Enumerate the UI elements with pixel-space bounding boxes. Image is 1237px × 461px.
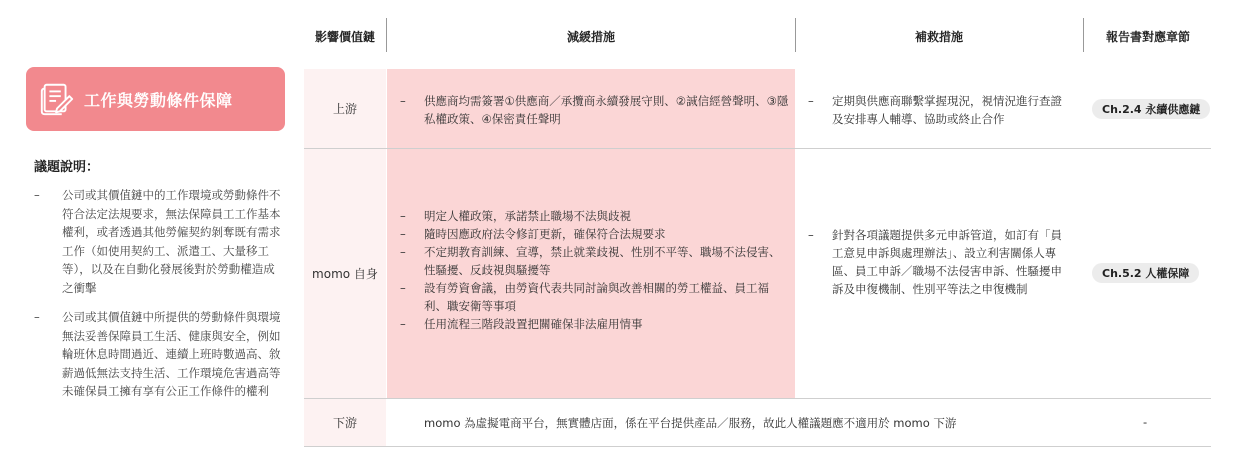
stage-downstream: 下游 xyxy=(332,416,357,430)
remedy-list-upstream xyxy=(808,92,1068,128)
mitigation-item: – 設有勞資會議，由勞資代表共同討論與改善相關的勞工權益、員工福利、職安衛等事項 xyxy=(400,281,769,313)
topic-card xyxy=(26,67,285,131)
chapter-badge-self: Ch.5.2 人權保障 xyxy=(1092,263,1199,283)
mitigation-list-upstream xyxy=(400,92,790,128)
downstream-statement: momo 為虛擬電商平台，無實體店面，係在平台提供產品／服務，故此人權議題應不適用於 momo 下游 xyxy=(424,416,957,430)
row-divider xyxy=(304,148,1211,149)
chapter-badge-upstream: Ch.2.4 永續供應鏈 xyxy=(1092,99,1210,119)
mitigation-item: – 任用流程三階段設置把關確保非法雇用情事 xyxy=(400,317,643,331)
issue-list xyxy=(34,186,286,412)
document-pen-icon xyxy=(38,80,76,118)
mitigation-item: – 不定期教育訓練、宣導，禁止就業歧視、性別不平等、職場不法侵害、性騷擾、反歧視與騷擾等 xyxy=(400,245,781,277)
stage-upstream: 上游 xyxy=(332,102,357,116)
mitigation-item: – 明定人權政策，承諾禁止職場不法與歧視 xyxy=(400,209,631,223)
header-remedy: 補救措施 xyxy=(914,29,963,44)
chapter-downstream: - xyxy=(1143,415,1148,429)
remedy-item: – 定期與供應商聯繫掌握現況，視情況進行查證及安排專人輔導、協助或終止合作 xyxy=(808,94,1062,126)
row-divider xyxy=(304,398,1211,399)
row-divider xyxy=(304,446,1211,447)
header-value-chain: 影響價值鏈 xyxy=(314,29,375,44)
mitigation-list-self xyxy=(400,207,790,333)
topic-title: 工作與勞動條件保障 xyxy=(84,90,233,110)
header-report-chapter: 報告書對應章節 xyxy=(1105,29,1190,44)
stage-momo-self: momo 自身 xyxy=(312,267,378,281)
issue-item: – 公司或其價值鏈中所提供的勞動條件與環境無法妥善保障員工生活、健康與安全，例如輪班休息時間過近、連續上班時數過高、敘薪過低無法支持生活、工作環境危害過高等未確保員工擁有享有公正工作條件的權利 xyxy=(34,310,281,398)
header-mitigation: 減緩措施 xyxy=(566,29,615,44)
issue-item: – 公司或其價值鏈中的工作環境或勞動條件不符合法定法規要求，無法保障員工工作基本權利，或者透過其他勞僱契約剝奪既有需求工作（如使用契約工、派遣工、大量移工等），以及在自動化發展後對於勞動權造成之衝擊 xyxy=(34,188,281,295)
issue-heading: 議題說明： xyxy=(34,160,100,175)
remedy-list-self xyxy=(808,226,1068,298)
mitigation-item: – 隨時因應政府法令修訂更新，確保符合法規要求 xyxy=(400,227,666,241)
mitigation-item: – 供應商均需簽署①供應商／承攬商永續發展守則、②誠信經營聲明、③隱私權政策、④保密責任聲明 xyxy=(400,94,789,126)
remedy-item: – 針對各項議題提供多元申訴管道，如訂有「員工意見申訴與處理辦法」、設立利害關係人專區、員工申訴／職場不法侵害申訴、性騷擾申訴及申復機制、性別平等法之申復機制 xyxy=(808,228,1062,296)
